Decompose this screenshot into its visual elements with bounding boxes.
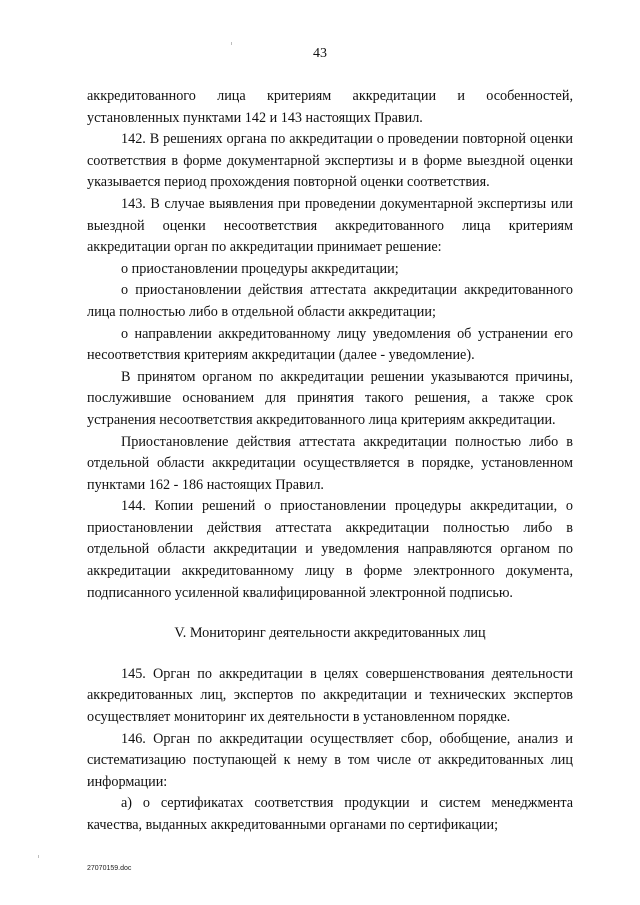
list-item: о приостановлении действия аттестата аккредитации аккредитованного лица полностью либо в отдельной области аккредитации; [87, 282, 573, 320]
paragraph-146: 146. Орган по аккредитации осуществляет сбор, обобщение, анализ и систематизацию поступающей к нему в том числе от аккредитованных лиц информации: [87, 730, 573, 790]
paragraph-144: 144. Копии решений о приостановлении процедуры аккредитации, о приостановлении действия аттестата аккредитации полностью либо в отдельной области аккредитации и уведомления направляются органом по аккредитации аккредитованному лицу в форме электронного документа, подписанного усиленной квалифицированной электронной подписью. [87, 498, 573, 601]
page-number: 43 [313, 46, 327, 61]
list-item: а) о сертификатах соответствия продукции и систем менеджмента качества, выданных аккредитованными органами по сертификации; [87, 795, 573, 833]
paragraph-145: 145. Орган по аккредитации в целях совершенствования деятельности аккредитованных лиц, экспертов по аккредитации и технических экспертов осуществляет мониторинг их деятельности в установленном порядке. [87, 665, 573, 726]
scan-mark [231, 42, 232, 45]
section-heading: V. Мониторинг деятельности аккредитованных лиц [174, 625, 486, 642]
paragraph-142: 142. В решениях органа по аккредитации о проведении повторной оценки соответствия в форме документарной экспертизы и в форме выездной оценки указывается период прохождения повторной оценки соответствия. [87, 131, 573, 191]
paragraph: аккредитованного лица критериям аккредитации и особенностей, установленных пунктами 142 и 143 настоящих Правил. [87, 88, 573, 126]
list-item: о направлении аккредитованному лицу уведомления об устранении его несоответствия критериям аккредитации (далее - уведомление). [87, 325, 573, 364]
paragraph: В принятом органом по аккредитации решении указываются причины, послужившие основанием для принятия такого решения, а также срок устранения несоответствия аккредитованного лица критериям аккредитации. [87, 368, 573, 428]
scan-mark [38, 855, 39, 858]
document-body [87, 86, 573, 837]
paragraph-143: 143. В случае выявления при проведении документарной экспертизы или выездной оценки несоответствия аккредитованного лица критериям аккредитации орган по аккредитации принимает решение: [87, 195, 573, 256]
list-item: о приостановлении процедуры аккредитации; [121, 260, 399, 277]
paragraph: Приостановление действия аттестата аккредитации полностью либо в отдельной области аккредитации осуществляется в порядке, установленном пунктами 162 - 186 настоящих Правил. [87, 433, 573, 493]
footer-filename: 27070159.doc [87, 865, 132, 872]
